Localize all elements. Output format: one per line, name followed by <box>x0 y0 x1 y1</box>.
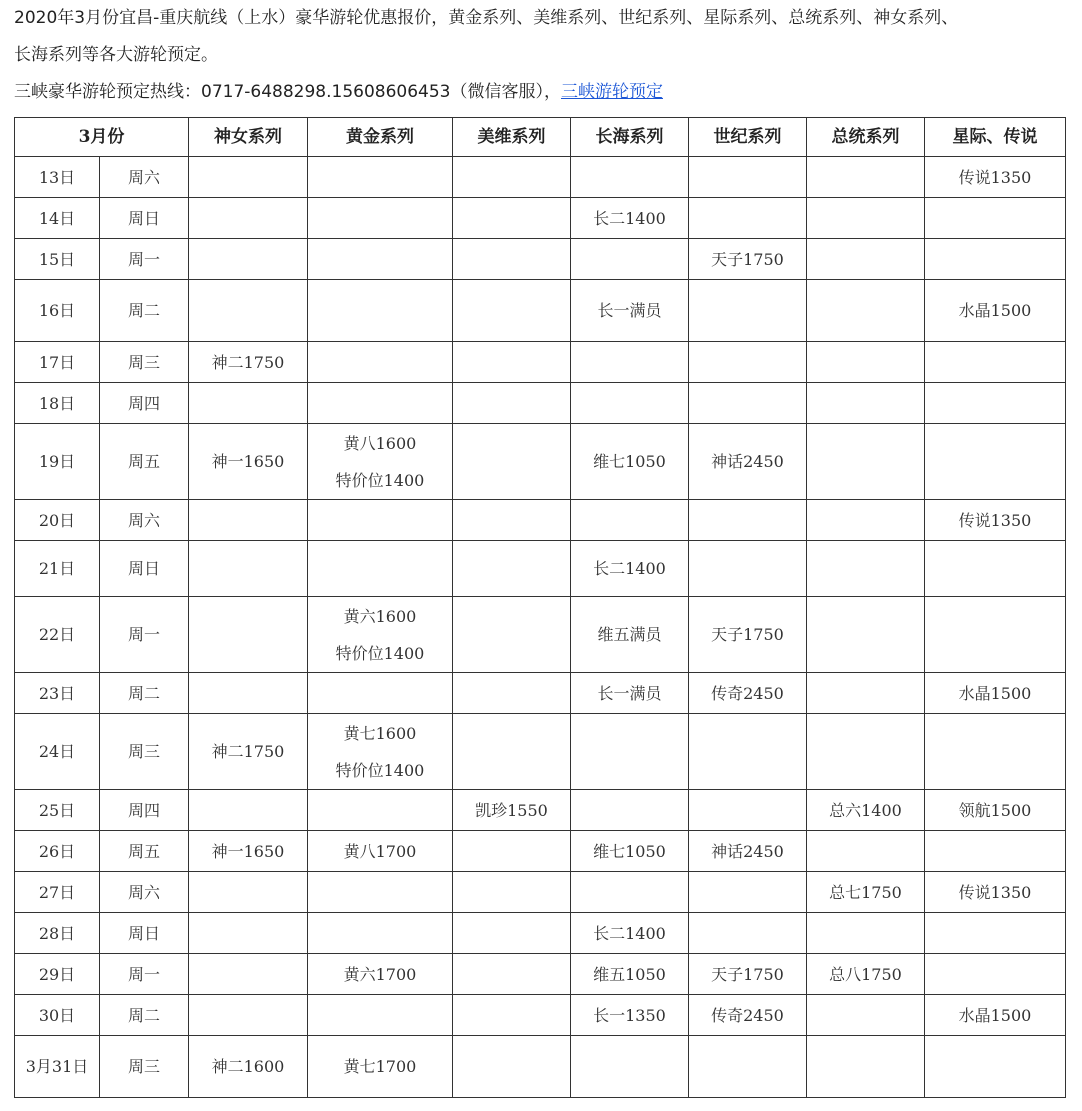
price-cell <box>308 831 453 872</box>
price-cell <box>689 424 807 500</box>
price-cell <box>925 954 1066 995</box>
price-entry: 维五1050 <box>593 964 666 984</box>
price-cell <box>925 541 1066 597</box>
table-row <box>15 673 1066 714</box>
price-cell <box>807 198 925 239</box>
price-entry: 维七1050 <box>593 452 666 471</box>
price-cell <box>453 342 571 383</box>
table-row <box>15 541 1066 597</box>
price-cell <box>189 790 308 831</box>
price-cell <box>308 157 453 198</box>
price-cell <box>925 239 1066 280</box>
price-entry: 传说1350 <box>958 510 1032 530</box>
price-entry: 天子1750 <box>711 625 784 644</box>
date-cell: 30日 <box>15 995 100 1036</box>
weekday-cell: 周六 <box>100 500 189 541</box>
table-row <box>15 597 1066 673</box>
price-cell <box>925 157 1066 198</box>
price-cell <box>689 239 807 280</box>
price-cell <box>807 1036 925 1098</box>
table-row <box>15 872 1066 913</box>
price-cell <box>925 383 1066 424</box>
weekday-cell: 周日 <box>100 541 189 597</box>
price-entry: 神二1600 <box>211 1057 285 1076</box>
price-cell <box>453 157 571 198</box>
price-cell <box>453 790 571 831</box>
price-entry: 传说1350 <box>958 167 1032 187</box>
price-cell <box>689 342 807 383</box>
hotline-text: 三峡豪华游轮预定热线：0717-6488298.15608606453（微信客服）， <box>14 82 561 102</box>
price-entry: 水晶1500 <box>958 1005 1032 1025</box>
price-cell <box>453 541 571 597</box>
price-entry: 神一1650 <box>211 841 285 861</box>
price-cell <box>571 673 689 714</box>
table-row <box>15 1036 1066 1098</box>
price-cell <box>689 831 807 872</box>
price-entry: 维七1050 <box>593 841 666 861</box>
header-month: 3月份 <box>15 118 189 157</box>
price-cell <box>925 995 1066 1036</box>
price-cell <box>308 239 453 280</box>
price-cell <box>807 995 925 1036</box>
weekday-cell: 周一 <box>100 239 189 280</box>
price-cell <box>453 872 571 913</box>
price-entry: 水晶1500 <box>958 683 1032 703</box>
booking-link[interactable]: 三峡游轮预定 <box>561 82 663 102</box>
date-cell: 28日 <box>15 913 100 954</box>
price-entry: 总六1400 <box>829 800 902 820</box>
price-cell <box>925 280 1066 342</box>
price-cell <box>571 541 689 597</box>
table-row <box>15 157 1066 198</box>
price-cell <box>308 995 453 1036</box>
price-cell <box>571 198 689 239</box>
price-entry: 长二1400 <box>593 559 666 578</box>
price-cell <box>453 597 571 673</box>
price-entry: 神二1750 <box>211 352 285 372</box>
price-cell <box>689 872 807 913</box>
price-cell <box>571 714 689 790</box>
intro-line-2: 长海系列等各大游轮预定。 <box>14 45 218 65</box>
price-cell <box>925 913 1066 954</box>
price-cell <box>453 383 571 424</box>
price-cell <box>308 597 453 673</box>
weekday-cell: 周六 <box>100 872 189 913</box>
price-entry: 黄八1600 <box>343 433 417 453</box>
price-cell <box>571 1036 689 1098</box>
price-cell <box>453 714 571 790</box>
price-entry: 长一1350 <box>593 1005 666 1025</box>
price-cell <box>689 280 807 342</box>
price-cell <box>453 831 571 872</box>
price-cell <box>925 872 1066 913</box>
price-entry: 长一满员 <box>597 683 662 703</box>
price-entry: 黄六1700 <box>343 964 417 984</box>
table-row <box>15 913 1066 954</box>
cruise-price-table <box>14 117 1066 1098</box>
weekday-cell: 周一 <box>100 597 189 673</box>
price-cell <box>925 790 1066 831</box>
price-cell <box>807 597 925 673</box>
price-cell <box>308 872 453 913</box>
price-cell <box>308 280 453 342</box>
price-cell <box>925 673 1066 714</box>
price-entry: 传奇2450 <box>711 683 784 703</box>
price-cell <box>453 280 571 342</box>
table-row <box>15 239 1066 280</box>
price-cell <box>925 198 1066 239</box>
price-entry: 天子1750 <box>711 964 784 984</box>
weekday-cell: 周二 <box>100 673 189 714</box>
date-cell: 23日 <box>15 673 100 714</box>
price-cell <box>308 790 453 831</box>
price-cell <box>189 500 308 541</box>
price-cell <box>453 198 571 239</box>
price-cell <box>689 383 807 424</box>
weekday-cell: 周一 <box>100 954 189 995</box>
price-cell <box>571 831 689 872</box>
price-cell <box>189 995 308 1036</box>
price-cell <box>571 424 689 500</box>
price-cell <box>308 424 453 500</box>
header-xingji: 星际、传说 <box>925 118 1066 157</box>
price-cell <box>189 424 308 500</box>
price-cell <box>308 198 453 239</box>
price-entry: 特价位1400 <box>335 643 425 663</box>
price-cell <box>925 424 1066 500</box>
price-cell <box>689 790 807 831</box>
table-row <box>15 954 1066 995</box>
header-meiwei: 美维系列 <box>453 118 571 157</box>
price-cell <box>453 239 571 280</box>
price-cell <box>689 954 807 995</box>
price-cell <box>807 831 925 872</box>
price-entry: 水晶1500 <box>958 301 1032 320</box>
date-cell: 19日 <box>15 424 100 500</box>
date-cell: 20日 <box>15 500 100 541</box>
price-cell <box>453 913 571 954</box>
price-entry: 长二1400 <box>593 923 666 943</box>
price-cell <box>807 790 925 831</box>
date-cell: 14日 <box>15 198 100 239</box>
price-entry: 领航1500 <box>958 800 1032 820</box>
date-cell: 22日 <box>15 597 100 673</box>
price-cell <box>308 342 453 383</box>
price-cell <box>189 1036 308 1098</box>
price-cell <box>189 831 308 872</box>
weekday-cell: 周日 <box>100 198 189 239</box>
price-cell <box>807 500 925 541</box>
price-cell <box>308 500 453 541</box>
table-row <box>15 500 1066 541</box>
price-entry: 凯珍1550 <box>475 800 548 820</box>
price-entry: 神一1650 <box>211 452 285 471</box>
price-cell <box>571 342 689 383</box>
price-cell <box>689 500 807 541</box>
price-cell <box>925 342 1066 383</box>
date-cell: 24日 <box>15 714 100 790</box>
date-cell: 3月31日 <box>15 1036 100 1098</box>
price-entry: 总七1750 <box>829 882 902 902</box>
table-row <box>15 342 1066 383</box>
header-zongtong: 总统系列 <box>807 118 925 157</box>
date-cell: 13日 <box>15 157 100 198</box>
weekday-cell: 周三 <box>100 1036 189 1098</box>
table-row <box>15 831 1066 872</box>
price-cell <box>689 1036 807 1098</box>
price-cell <box>925 1036 1066 1098</box>
price-cell <box>189 954 308 995</box>
price-cell <box>189 342 308 383</box>
price-cell <box>807 383 925 424</box>
price-cell <box>189 913 308 954</box>
price-cell <box>571 157 689 198</box>
weekday-cell: 周五 <box>100 424 189 500</box>
header-shiji: 世纪系列 <box>689 118 807 157</box>
price-cell <box>453 1036 571 1098</box>
price-entry: 神话2450 <box>711 841 784 861</box>
date-cell: 16日 <box>15 280 100 342</box>
price-cell <box>689 198 807 239</box>
price-entry: 维五满员 <box>597 625 662 644</box>
price-cell <box>453 500 571 541</box>
price-cell <box>571 913 689 954</box>
table-header-row <box>15 118 1066 157</box>
price-cell <box>189 541 308 597</box>
price-cell <box>453 424 571 500</box>
price-cell <box>807 157 925 198</box>
price-entry: 长一满员 <box>597 301 662 320</box>
weekday-cell: 周四 <box>100 790 189 831</box>
hotline-line <box>14 74 1074 111</box>
price-cell <box>571 500 689 541</box>
weekday-cell: 周三 <box>100 342 189 383</box>
price-entry: 神话2450 <box>711 452 784 471</box>
price-cell <box>453 995 571 1036</box>
weekday-cell: 周二 <box>100 280 189 342</box>
price-cell <box>925 831 1066 872</box>
price-cell <box>807 239 925 280</box>
weekday-cell: 周六 <box>100 157 189 198</box>
price-cell <box>571 954 689 995</box>
weekday-cell: 周四 <box>100 383 189 424</box>
price-cell <box>689 597 807 673</box>
weekday-cell: 周三 <box>100 714 189 790</box>
price-cell <box>308 954 453 995</box>
price-cell <box>807 424 925 500</box>
price-cell <box>807 280 925 342</box>
price-entry: 特价位1400 <box>335 470 425 490</box>
table-row <box>15 995 1066 1036</box>
price-cell <box>925 597 1066 673</box>
price-cell <box>189 383 308 424</box>
price-cell <box>689 714 807 790</box>
price-cell <box>689 995 807 1036</box>
date-cell: 27日 <box>15 872 100 913</box>
price-cell <box>571 995 689 1036</box>
price-entry: 黄六1600 <box>343 606 417 626</box>
date-cell: 17日 <box>15 342 100 383</box>
date-cell: 29日 <box>15 954 100 995</box>
date-cell: 15日 <box>15 239 100 280</box>
price-cell <box>571 239 689 280</box>
price-entry: 天子1750 <box>711 249 784 269</box>
intro-text <box>14 0 1074 111</box>
price-entry: 黄七1700 <box>343 1057 417 1076</box>
price-cell <box>308 913 453 954</box>
table-body <box>15 157 1066 1098</box>
price-cell <box>308 541 453 597</box>
price-cell <box>308 383 453 424</box>
weekday-cell: 周二 <box>100 995 189 1036</box>
price-cell <box>807 872 925 913</box>
price-cell <box>571 383 689 424</box>
price-cell <box>453 673 571 714</box>
price-cell <box>308 1036 453 1098</box>
intro-line-1: 2020年3月份宜昌-重庆航线（上水）豪华游轮优惠报价，黄金系列、美维系列、世纪系列、星际系列、总统系列、神女系列、 <box>14 8 959 28</box>
table-row <box>15 280 1066 342</box>
date-cell: 26日 <box>15 831 100 872</box>
price-cell <box>571 280 689 342</box>
table-row <box>15 790 1066 831</box>
price-entry: 传说1350 <box>958 882 1032 902</box>
price-cell <box>189 872 308 913</box>
price-cell <box>308 673 453 714</box>
price-entry: 总八1750 <box>829 964 902 984</box>
table-row <box>15 198 1066 239</box>
price-cell <box>189 239 308 280</box>
price-entry: 神二1750 <box>211 742 285 761</box>
weekday-cell: 周日 <box>100 913 189 954</box>
price-cell <box>308 714 453 790</box>
price-cell <box>925 714 1066 790</box>
header-shennv: 神女系列 <box>189 118 308 157</box>
price-cell <box>689 157 807 198</box>
table-row <box>15 424 1066 500</box>
price-cell <box>807 714 925 790</box>
price-cell <box>453 954 571 995</box>
price-cell <box>571 790 689 831</box>
price-cell <box>807 673 925 714</box>
price-cell <box>925 500 1066 541</box>
price-cell <box>189 673 308 714</box>
price-cell <box>571 597 689 673</box>
date-cell: 18日 <box>15 383 100 424</box>
price-cell <box>807 954 925 995</box>
weekday-cell: 周五 <box>100 831 189 872</box>
price-cell <box>807 342 925 383</box>
price-entry: 黄八1700 <box>343 841 417 861</box>
price-cell <box>689 541 807 597</box>
price-cell <box>189 597 308 673</box>
price-entry: 特价位1400 <box>335 760 425 780</box>
date-cell: 25日 <box>15 790 100 831</box>
price-cell <box>189 157 308 198</box>
price-cell <box>689 913 807 954</box>
price-cell <box>689 673 807 714</box>
price-entry: 长二1400 <box>593 208 666 228</box>
price-cell <box>807 913 925 954</box>
price-cell <box>189 198 308 239</box>
price-cell <box>189 714 308 790</box>
date-cell: 21日 <box>15 541 100 597</box>
header-huangjin: 黄金系列 <box>308 118 453 157</box>
table-row <box>15 714 1066 790</box>
price-cell <box>189 280 308 342</box>
price-entry: 传奇2450 <box>711 1005 784 1025</box>
price-cell <box>807 541 925 597</box>
price-entry: 黄七1600 <box>343 723 417 743</box>
price-cell <box>571 872 689 913</box>
header-changhai: 长海系列 <box>571 118 689 157</box>
table-row <box>15 383 1066 424</box>
